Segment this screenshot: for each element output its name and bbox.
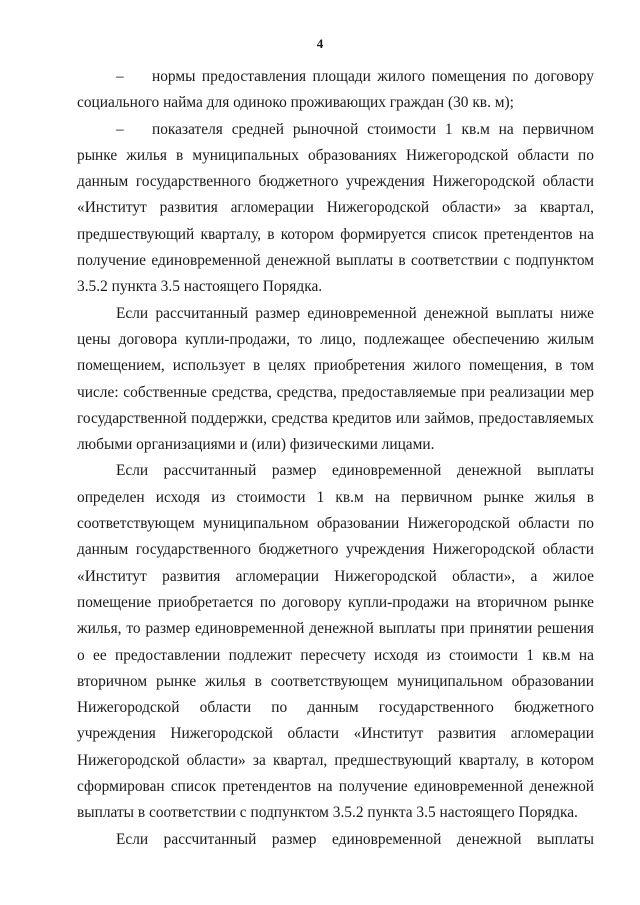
list-item-text: показателя средней рыночной стоимости 1 кв.м на первичном рынке жилья в муниципальных образованиях Нижегородской области по данным государственного бюджетного учреждения Нижегородской области «Институт развития агломерации Нижегородской области» за квартал, предшествующий кварталу, в котором формируется список претендентов на получение единовременной денежной выплаты в соответствии с подпунктом 3.5.2 пункта 3.5 настоящего Порядка.: [77, 120, 594, 296]
page-number: 4: [316, 36, 324, 51]
paragraph-payment-below-price: Если рассчитанный размер единовременной денежной выплаты ниже цены договора купли-продажи, то лицо, подлежащее обеспечению жилым помещением, использует в целях приобретения жилого помещения, в том числе: собственные средства, средства, предоставляемые при реализации мер государственной поддержки, средства кредитов или займов, предоставляемых любыми организациями и (или) физическими лицами.: [77, 304, 594, 454]
list-item-floor-area-norm: [77, 64, 594, 117]
list-item-market-price-indicator: [77, 117, 594, 301]
document-body: [77, 64, 594, 853]
list-dash: –: [116, 120, 124, 138]
paragraph-continued: Если рассчитанный размер единовременной денежной выплаты: [116, 830, 594, 848]
list-item-text: нормы предоставления площади жилого помещения по договору социального найма для одиноко проживающих граждан (30 кв. м);: [77, 68, 594, 112]
paragraph-recalculation: Если рассчитанный размер единовременной денежной выплаты определен исходя из стоимости 1 кв.м на первичном рынке жилья в соответствующем муниципальном образовании Нижегородской области по данным государственного бюджетного учреждения Нижегородской области «Институт развития агломерации Нижегородской области», а жилое помещение приобретается по договору купли-продажи на вторичном рынке жилья, то размер единовременной денежной выплаты при принятии решения о ее предоставлении подлежит пересчету исходя из стоимости 1 кв.м на вторичном рынке жилья в соответствующем муниципальном образовании Нижегородской области по данным государственного бюджетного учреждения Нижегородской области «Институт развития агломерации Нижегородской области» за квартал, предшествующий кварталу, в котором сформирован список претендентов на получение единовременной денежной выплаты в соответствии с подпунктом 3.5.2 пункта 3.5 настоящего Порядка.: [77, 462, 594, 822]
list-dash: –: [116, 68, 124, 85]
